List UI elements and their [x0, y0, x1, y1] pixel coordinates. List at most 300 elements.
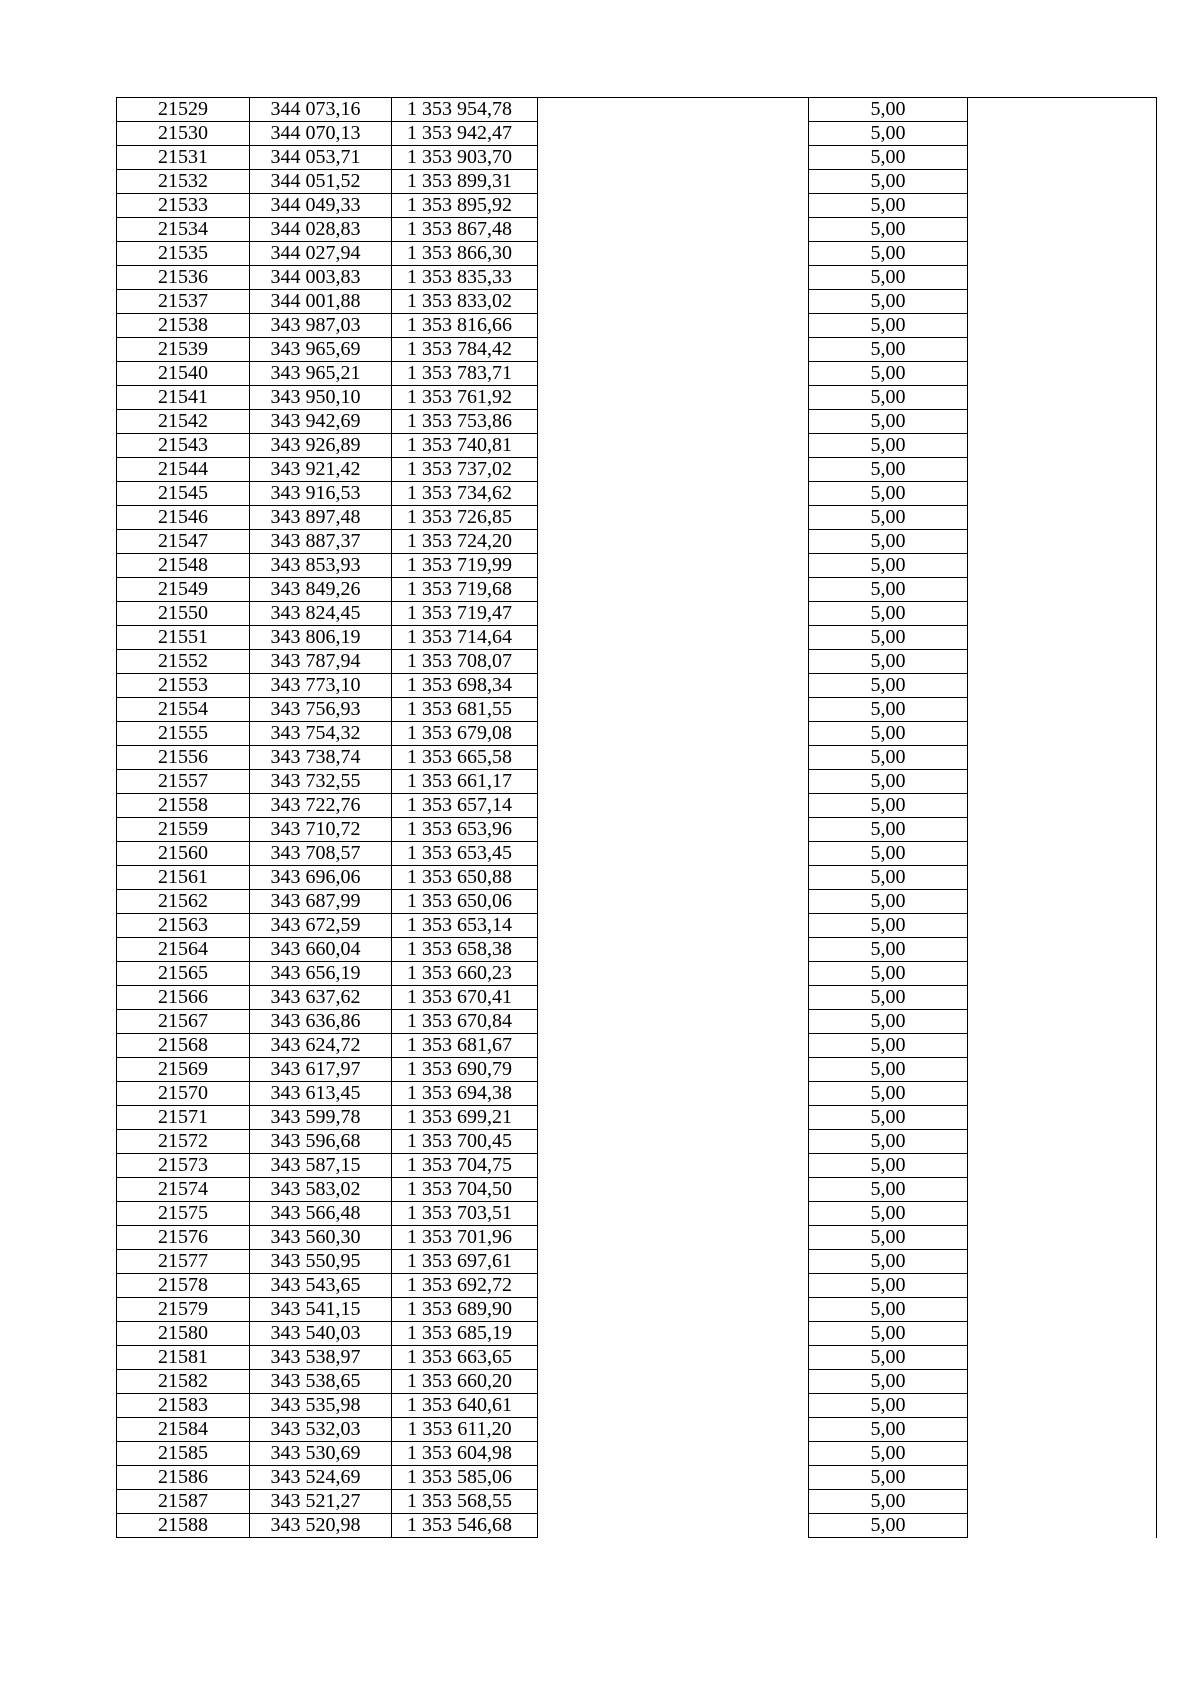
tolerance-cell: 5,00 — [809, 458, 968, 482]
y-coordinate-cell: 1 353 679,08 — [392, 722, 538, 746]
blank-cell-right — [968, 1466, 1157, 1490]
y-coordinate-cell: 1 353 546,68 — [392, 1514, 538, 1538]
blank-cell — [538, 818, 809, 842]
blank-cell — [538, 938, 809, 962]
blank-cell — [538, 626, 809, 650]
blank-cell-right — [968, 1394, 1157, 1418]
x-coordinate-cell: 343 987,03 — [250, 314, 392, 338]
blank-cell — [538, 194, 809, 218]
y-coordinate-cell: 1 353 653,45 — [392, 842, 538, 866]
blank-cell-right — [968, 1202, 1157, 1226]
table-row — [117, 674, 1157, 698]
y-coordinate-cell: 1 353 653,14 — [392, 914, 538, 938]
blank-cell — [538, 1394, 809, 1418]
blank-cell-right — [968, 986, 1157, 1010]
blank-cell — [538, 146, 809, 170]
blank-cell — [538, 218, 809, 242]
x-coordinate-cell: 343 538,65 — [250, 1370, 392, 1394]
blank-cell — [538, 266, 809, 290]
blank-cell-right — [968, 242, 1157, 266]
blank-cell — [538, 962, 809, 986]
blank-cell-right — [968, 794, 1157, 818]
x-coordinate-cell: 343 887,37 — [250, 530, 392, 554]
coordinates-table-body — [117, 98, 1157, 1538]
tolerance-cell: 5,00 — [809, 290, 968, 314]
y-coordinate-cell: 1 353 714,64 — [392, 626, 538, 650]
point-number-cell: 21535 — [117, 242, 250, 266]
table-row — [117, 842, 1157, 866]
table-row — [117, 986, 1157, 1010]
x-coordinate-cell: 343 550,95 — [250, 1250, 392, 1274]
y-coordinate-cell: 1 353 689,90 — [392, 1298, 538, 1322]
blank-cell — [538, 1250, 809, 1274]
blank-cell-right — [968, 1514, 1157, 1538]
x-coordinate-cell: 344 003,83 — [250, 266, 392, 290]
blank-cell — [538, 554, 809, 578]
table-row — [117, 866, 1157, 890]
point-number-cell: 21531 — [117, 146, 250, 170]
x-coordinate-cell: 343 530,69 — [250, 1442, 392, 1466]
tolerance-cell: 5,00 — [809, 122, 968, 146]
tolerance-cell: 5,00 — [809, 1202, 968, 1226]
blank-cell-right — [968, 1178, 1157, 1202]
tolerance-cell: 5,00 — [809, 506, 968, 530]
y-coordinate-cell: 1 353 761,92 — [392, 386, 538, 410]
x-coordinate-cell: 343 524,69 — [250, 1466, 392, 1490]
y-coordinate-cell: 1 353 663,65 — [392, 1346, 538, 1370]
tolerance-cell: 5,00 — [809, 1466, 968, 1490]
tolerance-cell: 5,00 — [809, 626, 968, 650]
blank-cell — [538, 842, 809, 866]
x-coordinate-cell: 343 965,69 — [250, 338, 392, 362]
blank-cell-right — [968, 506, 1157, 530]
blank-cell-right — [968, 770, 1157, 794]
blank-cell — [538, 914, 809, 938]
tolerance-cell: 5,00 — [809, 242, 968, 266]
point-number-cell: 21553 — [117, 674, 250, 698]
blank-cell — [538, 890, 809, 914]
table-row — [117, 1466, 1157, 1490]
x-coordinate-cell: 343 656,19 — [250, 962, 392, 986]
point-number-cell: 21542 — [117, 410, 250, 434]
y-coordinate-cell: 1 353 658,38 — [392, 938, 538, 962]
blank-cell-right — [968, 1106, 1157, 1130]
y-coordinate-cell: 1 353 724,20 — [392, 530, 538, 554]
table-row — [117, 1178, 1157, 1202]
point-number-cell: 21582 — [117, 1370, 250, 1394]
blank-cell-right — [968, 674, 1157, 698]
blank-cell — [538, 1154, 809, 1178]
tolerance-cell: 5,00 — [809, 170, 968, 194]
tolerance-cell: 5,00 — [809, 1082, 968, 1106]
blank-cell-right — [968, 122, 1157, 146]
y-coordinate-cell: 1 353 734,62 — [392, 482, 538, 506]
blank-cell — [538, 1130, 809, 1154]
y-coordinate-cell: 1 353 954,78 — [392, 98, 538, 122]
table-row — [117, 1010, 1157, 1034]
table-row — [117, 746, 1157, 770]
y-coordinate-cell: 1 353 670,41 — [392, 986, 538, 1010]
table-row — [117, 314, 1157, 338]
x-coordinate-cell: 343 732,55 — [250, 770, 392, 794]
blank-cell — [538, 1490, 809, 1514]
tolerance-cell: 5,00 — [809, 1346, 968, 1370]
point-number-cell: 21564 — [117, 938, 250, 962]
x-coordinate-cell: 343 596,68 — [250, 1130, 392, 1154]
x-coordinate-cell: 344 070,13 — [250, 122, 392, 146]
tolerance-cell: 5,00 — [809, 1394, 968, 1418]
table-row — [117, 194, 1157, 218]
point-number-cell: 21584 — [117, 1418, 250, 1442]
tolerance-cell: 5,00 — [809, 434, 968, 458]
blank-cell — [538, 1178, 809, 1202]
blank-cell — [538, 338, 809, 362]
point-number-cell: 21533 — [117, 194, 250, 218]
table-row — [117, 890, 1157, 914]
x-coordinate-cell: 343 849,26 — [250, 578, 392, 602]
y-coordinate-cell: 1 353 784,42 — [392, 338, 538, 362]
blank-cell-right — [968, 386, 1157, 410]
point-number-cell: 21540 — [117, 362, 250, 386]
coordinates-table — [116, 97, 1157, 1538]
x-coordinate-cell: 344 027,94 — [250, 242, 392, 266]
blank-cell — [538, 386, 809, 410]
tolerance-cell: 5,00 — [809, 1226, 968, 1250]
table-row — [117, 458, 1157, 482]
x-coordinate-cell: 343 773,10 — [250, 674, 392, 698]
x-coordinate-cell: 343 583,02 — [250, 1178, 392, 1202]
x-coordinate-cell: 344 051,52 — [250, 170, 392, 194]
x-coordinate-cell: 343 540,03 — [250, 1322, 392, 1346]
blank-cell-right — [968, 1250, 1157, 1274]
x-coordinate-cell: 343 756,93 — [250, 698, 392, 722]
point-number-cell: 21543 — [117, 434, 250, 458]
x-coordinate-cell: 343 708,57 — [250, 842, 392, 866]
y-coordinate-cell: 1 353 660,20 — [392, 1370, 538, 1394]
table-row — [117, 698, 1157, 722]
blank-cell-right — [968, 626, 1157, 650]
blank-cell-right — [968, 98, 1157, 122]
x-coordinate-cell: 343 566,48 — [250, 1202, 392, 1226]
point-number-cell: 21569 — [117, 1058, 250, 1082]
point-number-cell: 21545 — [117, 482, 250, 506]
point-number-cell: 21550 — [117, 602, 250, 626]
x-coordinate-cell: 343 806,19 — [250, 626, 392, 650]
blank-cell — [538, 722, 809, 746]
x-coordinate-cell: 343 560,30 — [250, 1226, 392, 1250]
blank-cell-right — [968, 698, 1157, 722]
blank-cell-right — [968, 1226, 1157, 1250]
table-row — [117, 218, 1157, 242]
tolerance-cell: 5,00 — [809, 722, 968, 746]
y-coordinate-cell: 1 353 685,19 — [392, 1322, 538, 1346]
x-coordinate-cell: 343 696,06 — [250, 866, 392, 890]
point-number-cell: 21573 — [117, 1154, 250, 1178]
y-coordinate-cell: 1 353 726,85 — [392, 506, 538, 530]
tolerance-cell: 5,00 — [809, 482, 968, 506]
point-number-cell: 21548 — [117, 554, 250, 578]
x-coordinate-cell: 343 722,76 — [250, 794, 392, 818]
x-coordinate-cell: 343 787,94 — [250, 650, 392, 674]
blank-cell-right — [968, 890, 1157, 914]
tolerance-cell: 5,00 — [809, 1250, 968, 1274]
tolerance-cell: 5,00 — [809, 602, 968, 626]
point-number-cell: 21534 — [117, 218, 250, 242]
blank-cell-right — [968, 218, 1157, 242]
table-row — [117, 1442, 1157, 1466]
x-coordinate-cell: 343 926,89 — [250, 434, 392, 458]
point-number-cell: 21558 — [117, 794, 250, 818]
table-row — [117, 482, 1157, 506]
y-coordinate-cell: 1 353 611,20 — [392, 1418, 538, 1442]
blank-cell-right — [968, 554, 1157, 578]
tolerance-cell: 5,00 — [809, 578, 968, 602]
table-row — [117, 1394, 1157, 1418]
blank-cell-right — [968, 1418, 1157, 1442]
point-number-cell: 21575 — [117, 1202, 250, 1226]
blank-cell-right — [968, 482, 1157, 506]
x-coordinate-cell: 343 660,04 — [250, 938, 392, 962]
x-coordinate-cell: 343 942,69 — [250, 410, 392, 434]
blank-cell — [538, 866, 809, 890]
blank-cell — [538, 410, 809, 434]
blank-cell-right — [968, 1490, 1157, 1514]
table-row — [117, 1274, 1157, 1298]
x-coordinate-cell: 343 541,15 — [250, 1298, 392, 1322]
y-coordinate-cell: 1 353 704,75 — [392, 1154, 538, 1178]
point-number-cell: 21546 — [117, 506, 250, 530]
point-number-cell: 21572 — [117, 1130, 250, 1154]
x-coordinate-cell: 343 543,65 — [250, 1274, 392, 1298]
point-number-cell: 21532 — [117, 170, 250, 194]
blank-cell-right — [968, 146, 1157, 170]
y-coordinate-cell: 1 353 899,31 — [392, 170, 538, 194]
blank-cell — [538, 1514, 809, 1538]
blank-cell — [538, 1034, 809, 1058]
blank-cell — [538, 242, 809, 266]
table-row — [117, 434, 1157, 458]
tolerance-cell: 5,00 — [809, 794, 968, 818]
blank-cell — [538, 1226, 809, 1250]
blank-cell-right — [968, 1274, 1157, 1298]
table-row — [117, 818, 1157, 842]
blank-cell-right — [968, 602, 1157, 626]
tolerance-cell: 5,00 — [809, 986, 968, 1010]
blank-cell — [538, 746, 809, 770]
blank-cell — [538, 1106, 809, 1130]
x-coordinate-cell: 343 538,97 — [250, 1346, 392, 1370]
tolerance-cell: 5,00 — [809, 770, 968, 794]
y-coordinate-cell: 1 353 653,96 — [392, 818, 538, 842]
table-row — [117, 1130, 1157, 1154]
table-row — [117, 1322, 1157, 1346]
table-row — [117, 1370, 1157, 1394]
table-row — [117, 1058, 1157, 1082]
y-coordinate-cell: 1 353 670,84 — [392, 1010, 538, 1034]
blank-cell — [538, 290, 809, 314]
x-coordinate-cell: 343 587,15 — [250, 1154, 392, 1178]
tolerance-cell: 5,00 — [809, 1154, 968, 1178]
y-coordinate-cell: 1 353 690,79 — [392, 1058, 538, 1082]
blank-cell — [538, 986, 809, 1010]
tolerance-cell: 5,00 — [809, 1010, 968, 1034]
y-coordinate-cell: 1 353 708,07 — [392, 650, 538, 674]
blank-cell — [538, 458, 809, 482]
blank-cell — [538, 506, 809, 530]
point-number-cell: 21537 — [117, 290, 250, 314]
blank-cell-right — [968, 1130, 1157, 1154]
x-coordinate-cell: 343 824,45 — [250, 602, 392, 626]
blank-cell — [538, 1370, 809, 1394]
point-number-cell: 21585 — [117, 1442, 250, 1466]
x-coordinate-cell: 343 897,48 — [250, 506, 392, 530]
blank-cell-right — [968, 290, 1157, 314]
blank-cell — [538, 650, 809, 674]
x-coordinate-cell: 343 617,97 — [250, 1058, 392, 1082]
x-coordinate-cell: 343 637,62 — [250, 986, 392, 1010]
y-coordinate-cell: 1 353 895,92 — [392, 194, 538, 218]
tolerance-cell: 5,00 — [809, 1298, 968, 1322]
blank-cell-right — [968, 1058, 1157, 1082]
x-coordinate-cell: 344 049,33 — [250, 194, 392, 218]
point-number-cell: 21552 — [117, 650, 250, 674]
table-row — [117, 1490, 1157, 1514]
y-coordinate-cell: 1 353 753,86 — [392, 410, 538, 434]
x-coordinate-cell: 344 028,83 — [250, 218, 392, 242]
blank-cell-right — [968, 266, 1157, 290]
x-coordinate-cell: 343 613,45 — [250, 1082, 392, 1106]
tolerance-cell: 5,00 — [809, 530, 968, 554]
blank-cell — [538, 770, 809, 794]
point-number-cell: 21578 — [117, 1274, 250, 1298]
point-number-cell: 21568 — [117, 1034, 250, 1058]
y-coordinate-cell: 1 353 568,55 — [392, 1490, 538, 1514]
blank-cell-right — [968, 1370, 1157, 1394]
blank-cell-right — [968, 1010, 1157, 1034]
point-number-cell: 21562 — [117, 890, 250, 914]
tolerance-cell: 5,00 — [809, 1274, 968, 1298]
point-number-cell: 21579 — [117, 1298, 250, 1322]
tolerance-cell: 5,00 — [809, 338, 968, 362]
x-coordinate-cell: 343 672,59 — [250, 914, 392, 938]
point-number-cell: 21588 — [117, 1514, 250, 1538]
blank-cell-right — [968, 722, 1157, 746]
y-coordinate-cell: 1 353 650,06 — [392, 890, 538, 914]
tolerance-cell: 5,00 — [809, 1034, 968, 1058]
blank-cell — [538, 1274, 809, 1298]
table-row — [117, 1346, 1157, 1370]
tolerance-cell: 5,00 — [809, 410, 968, 434]
x-coordinate-cell: 343 921,42 — [250, 458, 392, 482]
x-coordinate-cell: 344 001,88 — [250, 290, 392, 314]
blank-cell-right — [968, 530, 1157, 554]
y-coordinate-cell: 1 353 694,38 — [392, 1082, 538, 1106]
point-number-cell: 21571 — [117, 1106, 250, 1130]
x-coordinate-cell: 343 636,86 — [250, 1010, 392, 1034]
point-number-cell: 21541 — [117, 386, 250, 410]
blank-cell — [538, 1466, 809, 1490]
table-row — [117, 98, 1157, 122]
blank-cell — [538, 530, 809, 554]
blank-cell — [538, 794, 809, 818]
blank-cell-right — [968, 650, 1157, 674]
y-coordinate-cell: 1 353 692,72 — [392, 1274, 538, 1298]
blank-cell — [538, 170, 809, 194]
tolerance-cell: 5,00 — [809, 746, 968, 770]
y-coordinate-cell: 1 353 661,17 — [392, 770, 538, 794]
blank-cell — [538, 1082, 809, 1106]
blank-cell — [538, 434, 809, 458]
x-coordinate-cell: 343 521,27 — [250, 1490, 392, 1514]
table-row — [117, 386, 1157, 410]
tolerance-cell: 5,00 — [809, 146, 968, 170]
blank-cell — [538, 1058, 809, 1082]
table-row — [117, 1202, 1157, 1226]
y-coordinate-cell: 1 353 740,81 — [392, 434, 538, 458]
y-coordinate-cell: 1 353 704,50 — [392, 1178, 538, 1202]
x-coordinate-cell: 343 535,98 — [250, 1394, 392, 1418]
y-coordinate-cell: 1 353 700,45 — [392, 1130, 538, 1154]
blank-cell — [538, 1010, 809, 1034]
point-number-cell: 21586 — [117, 1466, 250, 1490]
table-row — [117, 170, 1157, 194]
blank-cell-right — [968, 842, 1157, 866]
blank-cell — [538, 674, 809, 698]
point-number-cell: 21539 — [117, 338, 250, 362]
blank-cell — [538, 122, 809, 146]
y-coordinate-cell: 1 353 585,06 — [392, 1466, 538, 1490]
x-coordinate-cell: 343 738,74 — [250, 746, 392, 770]
x-coordinate-cell: 343 950,10 — [250, 386, 392, 410]
table-row — [117, 938, 1157, 962]
blank-cell — [538, 1418, 809, 1442]
y-coordinate-cell: 1 353 816,66 — [392, 314, 538, 338]
tolerance-cell: 5,00 — [809, 386, 968, 410]
point-number-cell: 21559 — [117, 818, 250, 842]
blank-cell-right — [968, 962, 1157, 986]
tolerance-cell: 5,00 — [809, 842, 968, 866]
blank-cell-right — [968, 362, 1157, 386]
blank-cell-right — [968, 434, 1157, 458]
point-number-cell: 21538 — [117, 314, 250, 338]
table-row — [117, 122, 1157, 146]
blank-cell — [538, 602, 809, 626]
point-number-cell: 21565 — [117, 962, 250, 986]
tolerance-cell: 5,00 — [809, 866, 968, 890]
y-coordinate-cell: 1 353 833,02 — [392, 290, 538, 314]
tolerance-cell: 5,00 — [809, 1418, 968, 1442]
y-coordinate-cell: 1 353 783,71 — [392, 362, 538, 386]
table-row — [117, 794, 1157, 818]
table-row — [117, 530, 1157, 554]
table-row — [117, 362, 1157, 386]
blank-cell-right — [968, 338, 1157, 362]
blank-cell-right — [968, 818, 1157, 842]
x-coordinate-cell: 343 853,93 — [250, 554, 392, 578]
x-coordinate-cell: 344 073,16 — [250, 98, 392, 122]
point-number-cell: 21549 — [117, 578, 250, 602]
table-row — [117, 266, 1157, 290]
blank-cell-right — [968, 1298, 1157, 1322]
table-row — [117, 1106, 1157, 1130]
x-coordinate-cell: 344 053,71 — [250, 146, 392, 170]
point-number-cell: 21587 — [117, 1490, 250, 1514]
blank-cell-right — [968, 938, 1157, 962]
blank-cell-right — [968, 314, 1157, 338]
table-row — [117, 146, 1157, 170]
table-row — [117, 770, 1157, 794]
blank-cell — [538, 1442, 809, 1466]
